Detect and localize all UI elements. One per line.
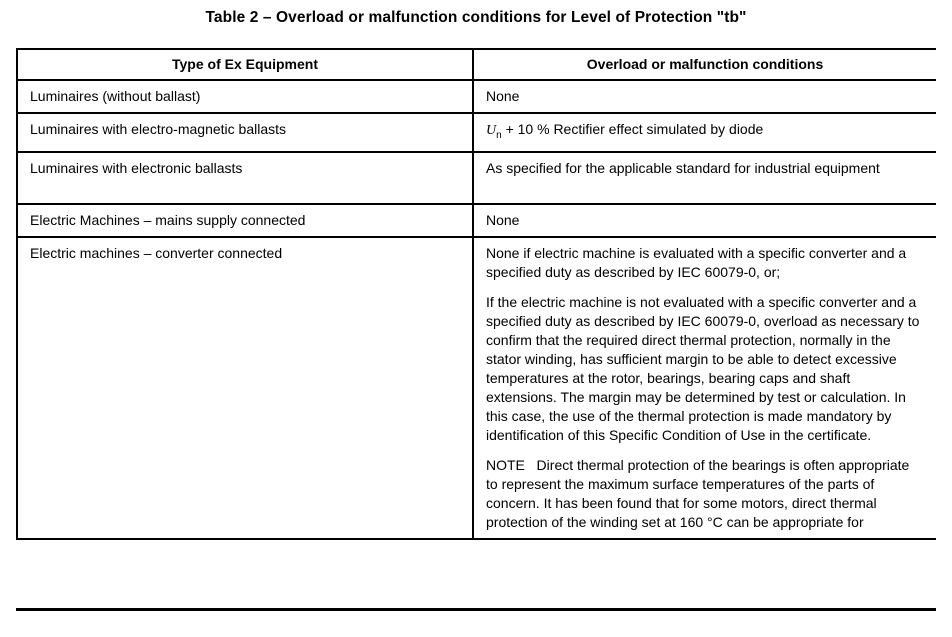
equipment-cell: Electric Machines – mains supply connected	[17, 204, 473, 237]
table-title: Table 2 – Overload or malfunction conditions for Level of Protection "tb"	[205, 9, 747, 26]
conditions-cell	[473, 237, 936, 539]
conditions-cell: As specified for the applicable standard for industrial equipment	[473, 152, 936, 204]
condition-paragraph: If the electric machine is not evaluated with a specific converter and a specified duty as described by IEC 60079-0, overload as necessary to confirm that the required direct thermal protection, normally in the stator winding, has sufficient margin to be able to detect excessive temperatures at the rotor, bearings, bearing caps and shaft extensions. The margin may be determined by test or calculation. In this case, the use of the thermal protection is made mandatory by identification of this Specific Condition of Use in the certificate.	[486, 293, 920, 443]
conditions-cell	[473, 113, 936, 152]
overload-conditions-table	[16, 48, 936, 540]
voltage-symbol: U	[486, 123, 497, 138]
column-header-conditions: Overload or malfunction conditions	[473, 49, 936, 80]
voltage-subscript: n	[496, 129, 502, 141]
condition-note-paragraph: NOTE Direct thermal protection of the bearings is often appropriate to represent the maximum surface temperatures of the parts of concern. It has been found that for some motors, direct thermal protection of the winding set at 160 °C can be appropriate for	[486, 456, 910, 530]
table-row-luminaires-no-ballast	[17, 80, 936, 113]
equipment-cell: Electric machines – converter connected	[17, 237, 473, 539]
table-container	[16, 48, 936, 611]
table-row-luminaires-electromagnetic	[17, 113, 936, 152]
conditions-cell: None	[473, 204, 936, 237]
condition-paragraph: None if electric machine is evaluated with a specific converter and a specified duty as described by IEC 60079-0, or;	[486, 244, 907, 280]
formula-text: + 10 % Rectifier effect simulated by diode	[501, 121, 764, 137]
table-row-luminaires-electronic	[17, 152, 936, 204]
conditions-cell: None	[473, 80, 936, 113]
equipment-cell: Luminaires (without ballast)	[17, 80, 473, 113]
table-row-machines-converter	[17, 237, 936, 539]
equipment-cell: Luminaires with electro-magnetic ballasts	[17, 113, 473, 152]
header-row	[17, 49, 936, 80]
equipment-cell: Luminaires with electronic ballasts	[17, 152, 473, 204]
column-header-equipment: Type of Ex Equipment	[17, 49, 473, 80]
table-row-machines-mains	[17, 204, 936, 237]
